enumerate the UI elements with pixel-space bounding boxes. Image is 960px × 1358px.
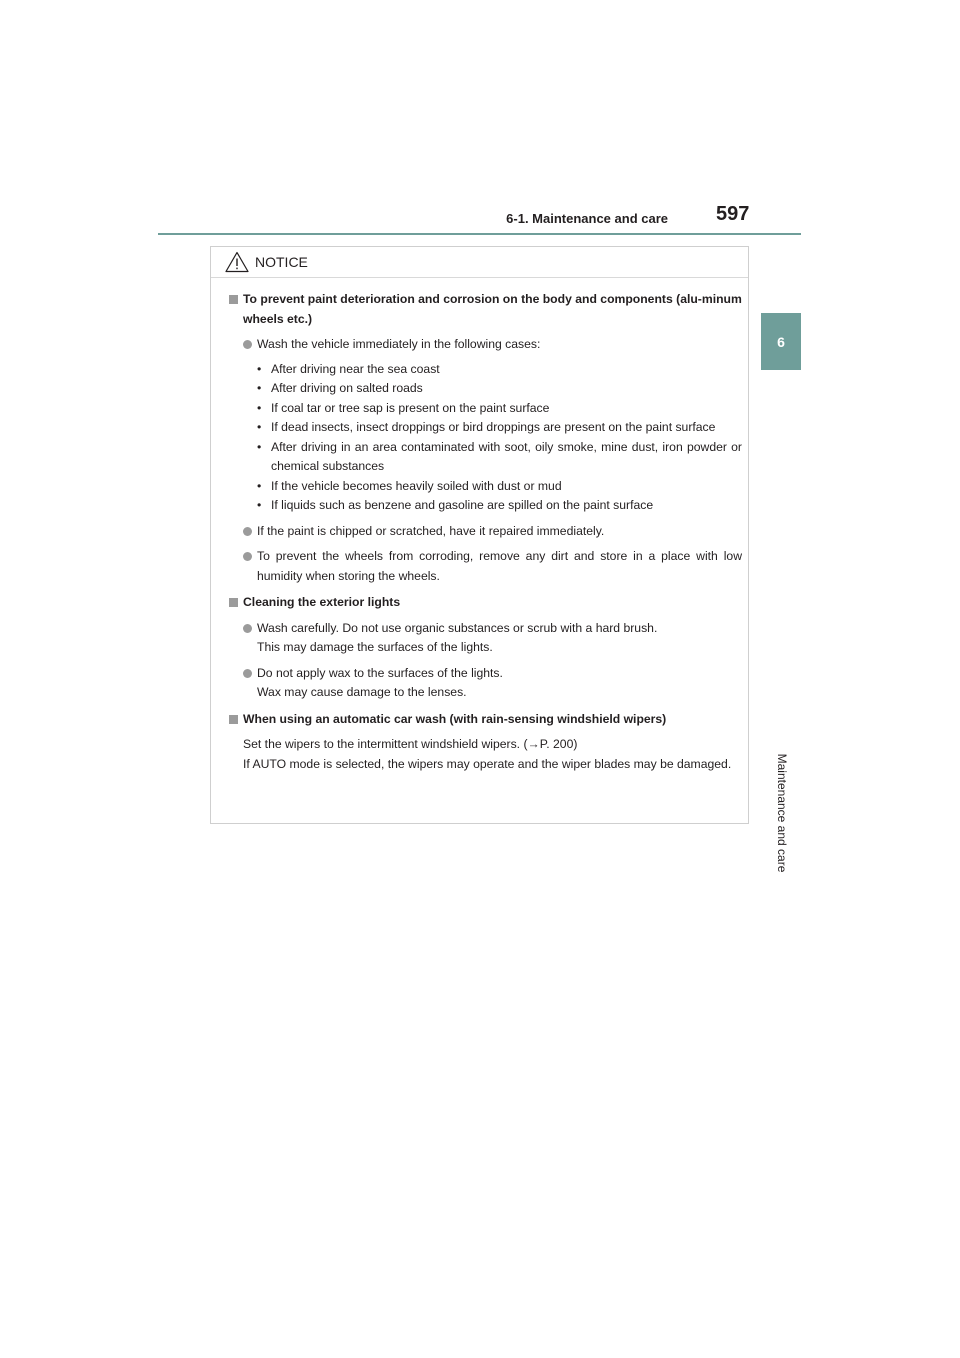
square-bullet-icon (229, 598, 238, 607)
sub-list-item: • After driving on salted roads (257, 381, 423, 395)
sub-list-item: • After driving near the sea coast (257, 361, 440, 376)
sub-list-item: • After driving in an area contaminated with soot, oily smoke, mine dust, iron powder or chemical substances (257, 439, 742, 473)
sub-list-item: • If liquids such as benzene and gasoline are spilled on the paint surface (257, 498, 654, 512)
sub-list-item: • If coal tar or tree sap is present on the paint surface (257, 400, 550, 415)
warning-triangle-icon (225, 251, 249, 273)
chapter-number: 6 (777, 333, 785, 350)
notice-body (211, 278, 748, 774)
section-title-lights: Cleaning the exterior lights (229, 593, 742, 613)
page-number: 597 (716, 203, 750, 225)
round-bullet-icon (243, 340, 252, 349)
car-wash-paragraph: Set the wipers to the intermittent windshield wipers. (→P. 200) If AUTO mode is selected, the wipers may operate and the wiper blades may be damaged. (243, 737, 732, 771)
notice-box (210, 246, 749, 824)
list-item: To prevent the wheels from corroding, remove any dirt and store in a place with low humidity when storing the wheels. (229, 547, 742, 586)
section-title-car-wash: When using an automatic car wash (with rain-sensing windshield wipers) (229, 710, 742, 730)
list-item: If the paint is chipped or scratched, have it repaired immediately. (229, 522, 742, 542)
header-rule (158, 233, 801, 235)
section-title-paint: To prevent paint deterioration and corrosion on the body and components (alu-minum wheels etc.) (229, 290, 742, 329)
round-bullet-icon (243, 552, 252, 561)
chapter-label: Maintenance and care (775, 753, 789, 873)
chapter-tab (761, 313, 801, 370)
square-bullet-icon (229, 295, 238, 304)
round-bullet-icon (243, 624, 252, 633)
section-title: 6-1. Maintenance and care (506, 211, 668, 226)
sub-list-item: • If dead insects, insect droppings or bird droppings are present on the paint surface (257, 420, 716, 434)
list-item: Do not apply wax to the surfaces of the lights. Wax may cause damage to the lenses. (229, 664, 742, 703)
sub-list (229, 360, 742, 516)
notice-heading: NOTICE (255, 254, 308, 270)
list-item: Wash the vehicle immediately in the following cases: (229, 335, 742, 355)
round-bullet-icon (243, 527, 252, 536)
notice-header (211, 247, 748, 278)
round-bullet-icon (243, 669, 252, 678)
square-bullet-icon (229, 715, 238, 724)
sub-list-item: • If the vehicle becomes heavily soiled with dust or mud (257, 478, 562, 493)
list-item: Wash carefully. Do not use organic substances or scrub with a hard brush. This may damage the surfaces of the lights. (229, 619, 742, 658)
